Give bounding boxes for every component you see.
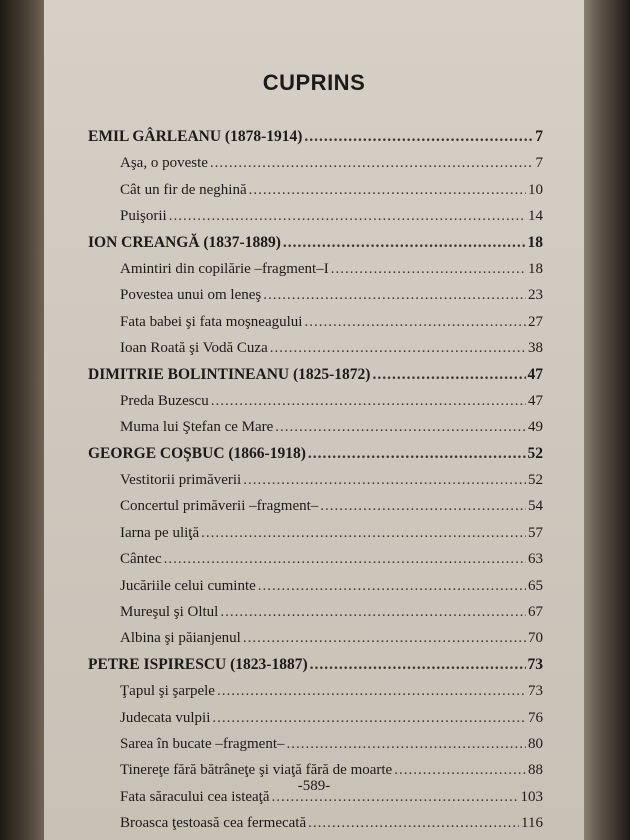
toc-item-entry [88,309,543,335]
book-left-edge [0,0,44,840]
dot-leader [263,282,526,308]
book-right-edge [582,0,630,840]
toc-author-entry [88,362,543,388]
toc-item-entry [88,520,543,546]
toc-entry-title: Albina şi păianjenul [120,630,241,647]
toc-item-entry [88,335,543,361]
dot-leader [304,309,526,335]
dot-leader [331,256,526,282]
toc-entry-title: GEORGE COŞBUC (1866-1918) [88,444,306,462]
dot-leader [283,230,526,256]
dot-leader [164,546,526,572]
dot-leader [275,414,526,440]
dot-leader [243,467,526,493]
toc-entry-title: EMIL GÂRLEANU (1878-1914) [88,128,303,145]
dot-leader [169,203,526,229]
toc-item-entry [88,282,543,308]
toc-entry-title: Fata babei şi fata moşneagului [120,313,303,330]
toc-entry-title: Amintiri din copilărie –fragment–I [120,260,329,277]
toc-item-entry [88,810,543,836]
toc-entry-page: 116 [521,815,543,832]
toc-entry-page: 52 [528,472,543,489]
toc-entry-title: Cât un fir de neghină [120,181,247,198]
toc-entry-title: Jucăriile celui cuminte [120,577,256,594]
toc-entry-title: Vestitorii primăverii [120,472,242,489]
dot-leader [287,731,526,757]
toc-entry-page: 27 [528,313,543,330]
toc-item-entry [88,599,543,625]
dot-leader [310,652,526,678]
toc-item-entry [88,256,543,282]
dot-leader [201,520,526,546]
dot-leader [270,335,526,361]
page-title: CUPRINS [262,70,366,95]
dot-leader [304,124,533,150]
toc-entry-page: 73 [528,683,543,700]
dot-leader [249,177,526,203]
dot-leader [211,388,526,414]
dot-leader [308,810,519,836]
toc-entry-title: Fata săracului cea isteaţă [120,788,270,805]
table-of-contents [88,124,543,837]
dot-leader [210,150,534,176]
toc-entry-title: Ţapul şi şarpele [120,683,215,700]
dot-leader [258,573,526,599]
toc-entry-title: Preda Buzescu [120,392,209,409]
toc-entry-page: 76 [528,709,543,726]
dot-leader [320,493,526,519]
toc-item-entry [88,625,543,651]
toc-item-entry [88,678,543,704]
toc-entry-page: 18 [528,260,543,277]
toc-entry-page: 14 [528,208,543,225]
toc-entry-title: Broasca ţestoasă cea fermecată [120,815,307,832]
dot-leader [243,625,526,651]
toc-entry-page: 67 [528,604,543,621]
toc-author-entry [88,124,543,150]
toc-entry-title: Muma lui Ştefan ce Mare [120,419,274,436]
toc-entry-page: 10 [528,181,543,198]
toc-entry-title: Sarea în bucate –fragment– [120,735,285,752]
toc-entry-page: 103 [520,788,543,805]
toc-entry-page: 70 [528,630,543,647]
toc-entry-title: Povestea unui om leneş [120,287,262,304]
dot-leader [372,362,525,388]
toc-item-entry [88,177,543,203]
toc-entry-title: Puişorii [120,208,167,225]
toc-item-entry [88,705,543,731]
toc-entry-page: 88 [528,762,543,779]
toc-entry-page: 63 [528,551,543,568]
dot-leader [212,705,526,731]
dot-leader [308,441,526,467]
toc-entry-title: Concertul primăverii –fragment– [120,498,319,515]
toc-item-entry [88,388,543,414]
toc-entry-page: 49 [528,419,543,436]
book-page [44,0,584,840]
toc-item-entry [88,203,543,229]
toc-item-entry [88,467,543,493]
toc-entry-page: 80 [528,735,543,752]
toc-entry-page: 18 [527,233,543,251]
toc-entry-page: 38 [528,340,543,357]
toc-item-entry [88,493,543,519]
toc-author-entry [88,441,543,467]
toc-entry-page: 23 [528,287,543,304]
page-number: -589- [297,778,331,794]
toc-entry-page: 65 [528,577,543,594]
toc-item-entry [88,731,543,757]
toc-author-entry [88,652,543,678]
toc-item-entry [88,546,543,572]
toc-entry-page: 7 [535,128,543,145]
toc-entry-page: 57 [528,524,543,541]
toc-author-entry [88,230,543,256]
toc-entry-page: 73 [527,655,543,673]
dot-leader [220,599,526,625]
toc-entry-page: 54 [528,498,543,515]
toc-entry-title: Aşa, o poveste [120,155,208,172]
toc-item-entry [88,150,543,176]
toc-entry-page: 47 [527,365,543,383]
toc-entry-page: 7 [535,155,543,172]
toc-entry-title: Iarna pe uliţă [120,524,200,541]
toc-entry-title: DIMITRIE BOLINTINEANU (1825-1872) [88,365,371,383]
toc-entry-page: 47 [528,392,543,409]
toc-entry-page: 52 [527,444,543,462]
toc-item-entry [88,414,543,440]
toc-item-entry [88,573,543,599]
toc-entry-title: Cântec [120,551,162,568]
toc-entry-title: Tinereţe fără bătrâneţe şi viaţă fără de moarte [120,762,393,779]
toc-entry-title: Mureşul şi Oltul [120,604,219,621]
toc-entry-title: Ioan Roată şi Vodă Cuza [120,340,268,357]
toc-entry-title: PETRE ISPIRESCU (1823-1887) [88,655,308,673]
toc-entry-title: ION CREANGĂ (1837-1889) [88,233,281,251]
dot-leader [217,678,526,704]
toc-entry-title: Judecata vulpii [120,709,211,726]
